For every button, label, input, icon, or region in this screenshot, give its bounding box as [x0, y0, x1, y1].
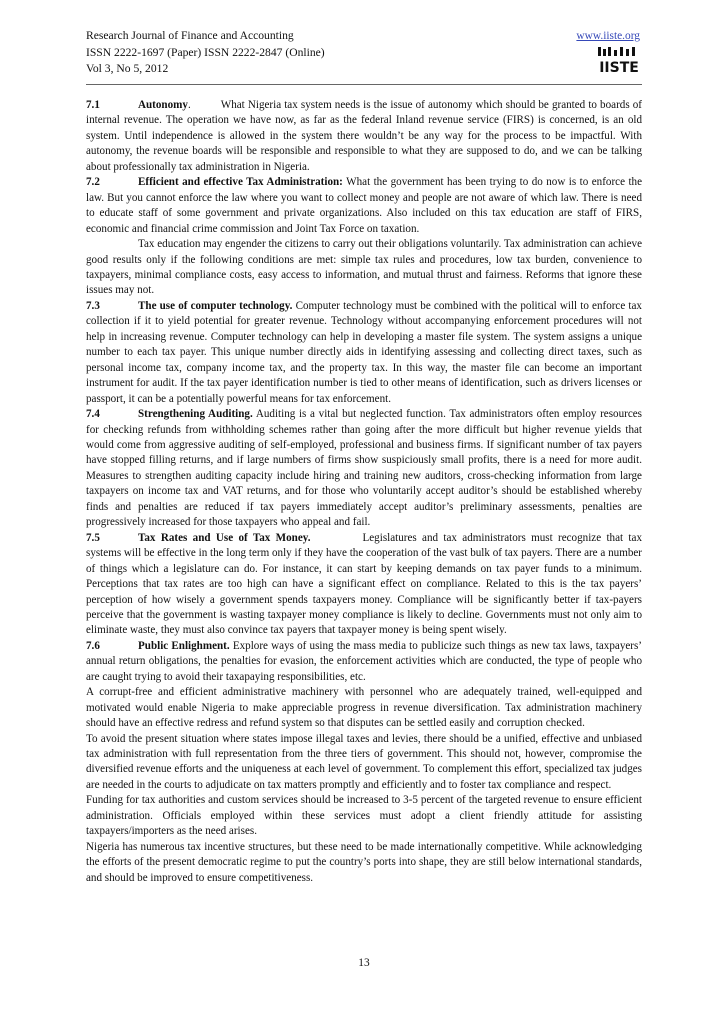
section-title: Public Enlighment.: [138, 639, 230, 652]
journal-title: Research Journal of Finance and Accounting: [86, 29, 294, 42]
header-divider: [86, 84, 642, 85]
section-title: The use of computer technology.: [138, 299, 293, 312]
section-title: Autonomy: [138, 99, 188, 111]
page-number: 13: [358, 957, 370, 969]
section-number: 7.2: [86, 176, 100, 189]
paragraph-unified-administration: To avoid the present situation where states impose illegal taxes and levies, there should be a unified, effective and unbiased tax administration with full representation from the three tiers of government. This should not, however, compromise the diversified revenue efforts and the uniqueness at each level of government. To complement this effort, specialized tax judges are needed in the courts to adjudicate on tax matters promptly and efficiently and to foster tax compliance and respect.: [86, 732, 642, 791]
section-text: What the government has been trying to do now is to enforce the law. But you cannot enforce the law where you want to collect money and people are not aware of which law. There is need to educate staff of some government and private organizations. Also included on this tax education are staff of FIRS, economic and financial crime commission and Joint Tax Force on taxation.: [86, 176, 643, 235]
section-title: Strengthening Auditing.: [138, 408, 253, 421]
section-number: 7.5: [86, 531, 100, 544]
paragraph-funding: Funding for tax authorities and custom services should be increased to 3-5 percent of the targeted revenue to ensure efficient administration. Officials employed within these services must adopt a client friendly attitude for assisting taxpayers/importers as the need arises.: [86, 794, 642, 838]
section-7-2-paragraph-2: Tax education may engender the citizens to carry out their obligations voluntarily. Tax administration can achieve good results only if the following conditions are met: simple tax rules and procedures, low tax burden, convenience to taxpayers, minimal compliance costs, easy access to information, and mutual thrust and fairness. Reforms that ignore these issues may not.: [86, 238, 642, 297]
section-7-1: [86, 98, 642, 175]
section-text: Auditing is a vital but neglected function. Tax administrators often employ resources for checking refunds from withholding schemes rather than going after the more difficult but higher revenue yields that would come from aggressive auditing of self-employed, professional and business firms. If significant number of tax payers have stopped filling returns, and if large numbers of firms show suspiciously small profits, there is a need for more audit. Measures to strengthen auditing capacity include hiring and training new auditors, cross-checking information from large taxpayers on income tax and VAT returns, and for those who voluntarily accept auditor’s should be established whereby finds and penalties are reduced if tax payers immediately accept auditor’s preliminary assessments, penalties are progressively increased for those taxpayers who appeal and fail.: [86, 408, 642, 529]
section-7-5: [86, 531, 642, 639]
volume-line: Vol 3, No 5, 2012: [86, 62, 169, 76]
section-number: 7.1: [86, 99, 100, 111]
section-number: 7.4: [86, 408, 100, 421]
section-text: What Nigeria tax system needs is the issue of autonomy which should be granted to boards of internal revenue. The operation we have now, as far as the federal Inland revenue service (FIRS) is concerned, is an old system. Until independence is allowed in the system there wouldn’t be any way for the process to be impactful. With autonomy, the revenue boards will be responsible and responsible to what they are supposed to do, and we can be talking about professionally tax administration in Nigeria.: [86, 99, 642, 173]
section-title: Tax Rates and Use of Tax Money.: [138, 531, 311, 544]
section-text: Legislatures and tax administrators must recognize that tax systems will be effective in the long term only if they have the cooperation of the vast bulk of tax payers. There are a number of things which a legislature can do. For instance, it can start by keeping demands on tax payer funds to a minimum. Perceptions that tax rates are too high can have a significant effect on compliance. Related to this is the tax payers’ perception of how wisely a government spends taxpayers money. Compliance will be significantly better if tax-payers perceive that the government is wasting taxpayer money compliance is likely to decline. Governments must not only aim to eliminate waste, they must also convince tax payers that taxpayer money is being spent wisely.: [86, 531, 642, 637]
logo-text: IISTE: [599, 60, 639, 74]
section-number: 7.6: [86, 639, 100, 652]
section-7-3: [86, 299, 642, 407]
iiste-logo: [597, 47, 641, 74]
section-title-punct: .: [187, 99, 191, 111]
section-text: Computer technology must be combined with the political will to enforce tax collection if it to yield potential for greater revenue. Technology without accompanying enforcement procedures will not help in increasing revenue. Computer technology can help in developing a master file system. The system assigns a unique number to each tax payer. This unique number directly aids in identifying assessing and collecting direct taxes, such as personal income tax, company income tax, and the property tax. In this way, the master file can become an important instrument for audit. If the tax payer identification number is tied to other means of identification, such as drivers licenses or passport, it can be a potentially powerful means for tax enforcement.: [86, 299, 642, 405]
section-7-2: [86, 175, 642, 237]
article-body: [86, 98, 642, 886]
running-header: [86, 28, 642, 78]
section-number: 7.3: [86, 299, 100, 312]
section-text: Explore ways of using the mass media to publicize such things as new tax laws, taxpayers’ annual return obligations, the penalties for evasion, the enforcement activities which are conducted, the type of people who are caught trying to avoid their taxapaying responsibilities, etc.: [86, 639, 642, 683]
issn-line: ISSN 2222-1697 (Paper) ISSN 2222-2847 (Online): [86, 45, 325, 59]
section-7-6: [86, 639, 642, 685]
paragraph-incentives: Nigeria has numerous tax incentive structures, but these need to be made internationally competitive. While acknowledging the efforts of the present democratic regime to put the country’s ports into shape, they are still below international standards, and should be improved to ensure competitiveness.: [86, 840, 642, 884]
journal-url-link[interactable]: www.iiste.org: [576, 30, 640, 42]
section-7-4: [86, 407, 642, 531]
section-title: Efficient and effective Tax Administration:: [138, 176, 343, 189]
paragraph-corrupt-free: A corrupt-free and efficient administrative machinery with personnel who are adequately trained, well-equipped and motivated would enable Nigeria to make appreciable progress in revenue diversification. Tax administration machinery should have an effective redress and refund system so that disputes can be settled easily and corruption checked.: [86, 686, 642, 730]
